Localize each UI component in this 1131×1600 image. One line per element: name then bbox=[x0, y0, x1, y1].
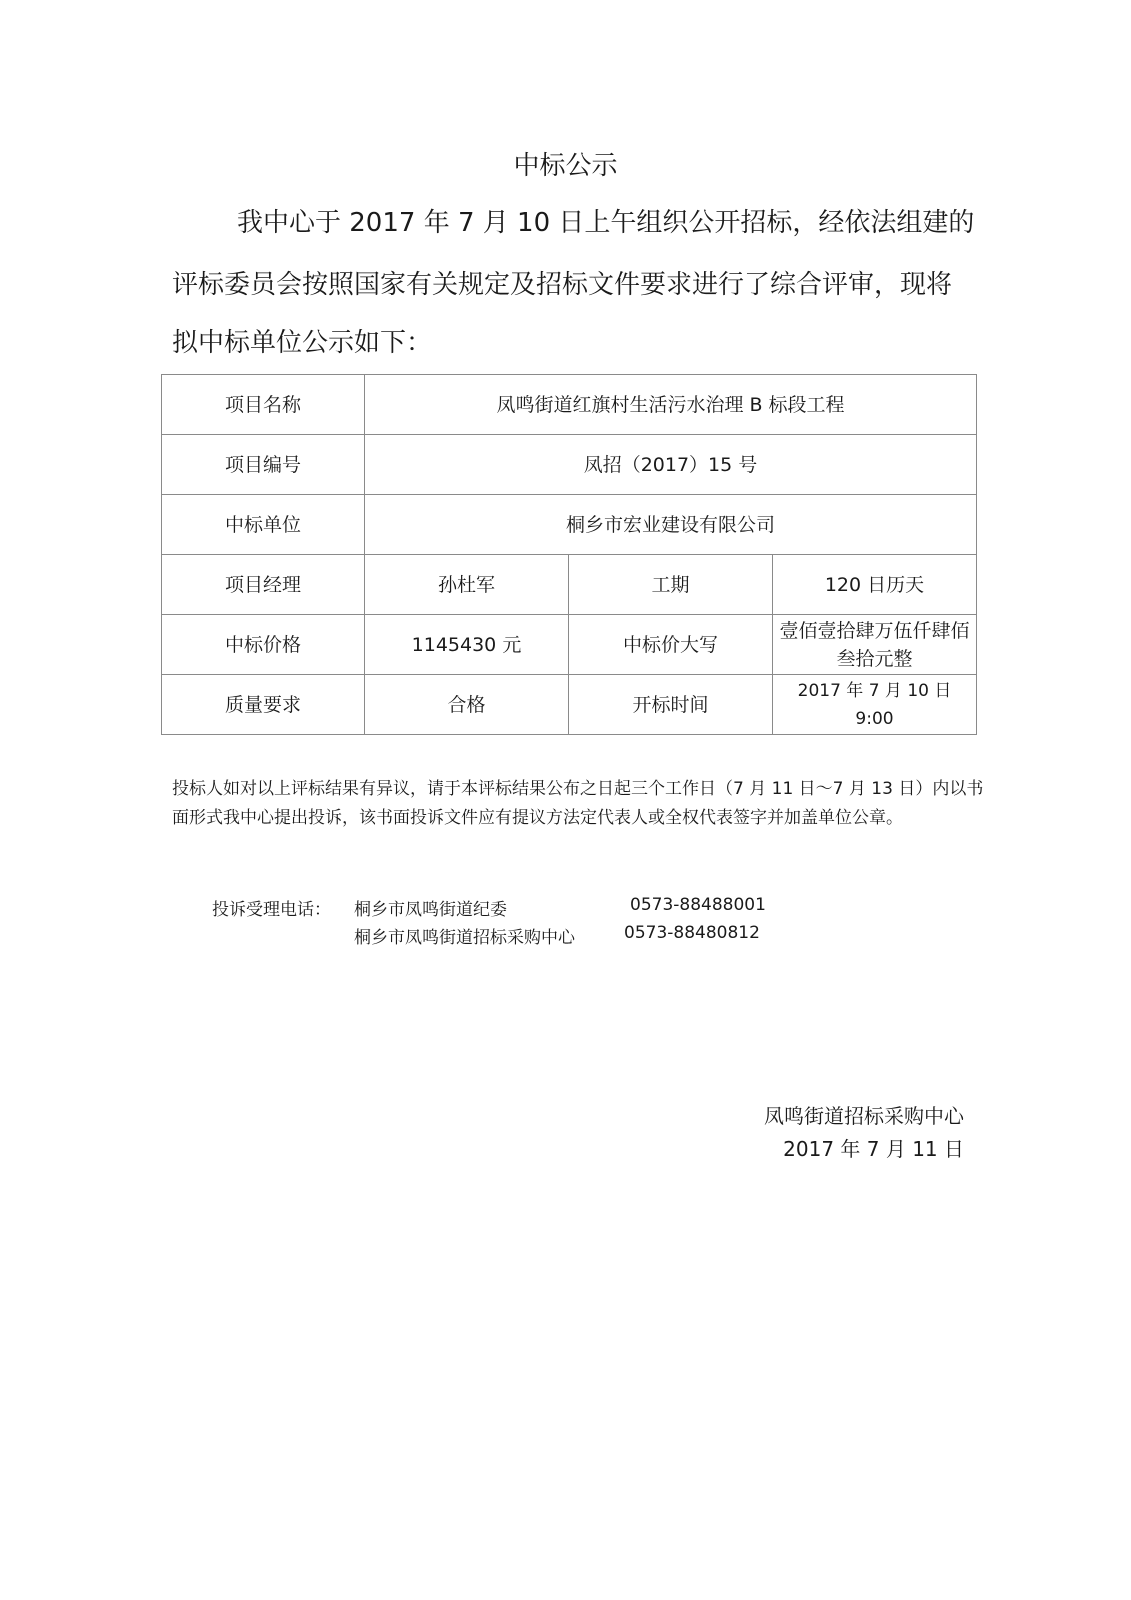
price-words-label: 中标价大写 bbox=[569, 615, 773, 675]
objection-note: 投标人如对以上评标结果有异议，请于本评标结果公布之日起三个工作日（7 月 11 日～7 月 13 日）内以书面形式我中心提出投诉，该书面投诉文件应有提议方法定代表人或全权代表签字并加盖单位公章。 bbox=[172, 779, 984, 828]
project-no-label: 项目编号 bbox=[162, 435, 365, 495]
winner-label: 中标单位 bbox=[162, 495, 365, 555]
intro-line-1: 我中心于 2017 年 7 月 10 日上午组织公开招标，经依法组建的 bbox=[237, 208, 975, 238]
intro-line-2: 评标委员会按照国家有关规定及招标文件要求进行了综合评审，现将 bbox=[172, 270, 953, 300]
price-label: 中标价格 bbox=[162, 615, 365, 675]
complaint-org-2: 桐乡市凤鸣街道招标采购中心 bbox=[354, 928, 575, 948]
table-row bbox=[162, 435, 977, 495]
table-row bbox=[162, 675, 977, 735]
table-row bbox=[162, 375, 977, 435]
project-name-label: 项目名称 bbox=[162, 375, 365, 435]
manager-value: 孙杜军 bbox=[365, 555, 569, 615]
project-no-value: 凤招（2017）15 号 bbox=[365, 435, 977, 495]
winner-value: 桐乡市宏业建设有限公司 bbox=[365, 495, 977, 555]
complaint-phone-label: 投诉受理电话： bbox=[212, 900, 331, 920]
price-value: 1145430 元 bbox=[365, 615, 569, 675]
project-name-value: 凤鸣街道红旗村生活污水治理 B 标段工程 bbox=[365, 375, 977, 435]
complaint-phone-1: 0573-88488001 bbox=[630, 895, 766, 915]
quality-label: 质量要求 bbox=[162, 675, 365, 735]
complaint-org-1: 桐乡市凤鸣街道纪委 bbox=[354, 900, 507, 920]
table-row bbox=[162, 555, 977, 615]
duration-value: 120 日历天 bbox=[773, 555, 977, 615]
signature-org: 凤鸣街道招标采购中心 bbox=[764, 1104, 964, 1128]
complaint-phone-2: 0573-88480812 bbox=[624, 923, 760, 943]
open-time-label: 开标时间 bbox=[569, 675, 773, 735]
table-row bbox=[162, 495, 977, 555]
manager-label: 项目经理 bbox=[162, 555, 365, 615]
document-title: 中标公示 bbox=[513, 151, 618, 181]
intro-line-3: 拟中标单位公示如下： bbox=[172, 328, 433, 358]
quality-value: 合格 bbox=[365, 675, 569, 735]
bid-result-table bbox=[161, 374, 977, 735]
duration-label: 工期 bbox=[569, 555, 773, 615]
price-words-value: 壹佰壹拾肆万伍仟肆佰叁拾元整 bbox=[773, 615, 977, 675]
open-time-value: 2017 年 7 月 10 日 9:00 bbox=[773, 675, 977, 735]
signature-date: 2017 年 7 月 11 日 bbox=[783, 1137, 964, 1161]
table-row bbox=[162, 615, 977, 675]
